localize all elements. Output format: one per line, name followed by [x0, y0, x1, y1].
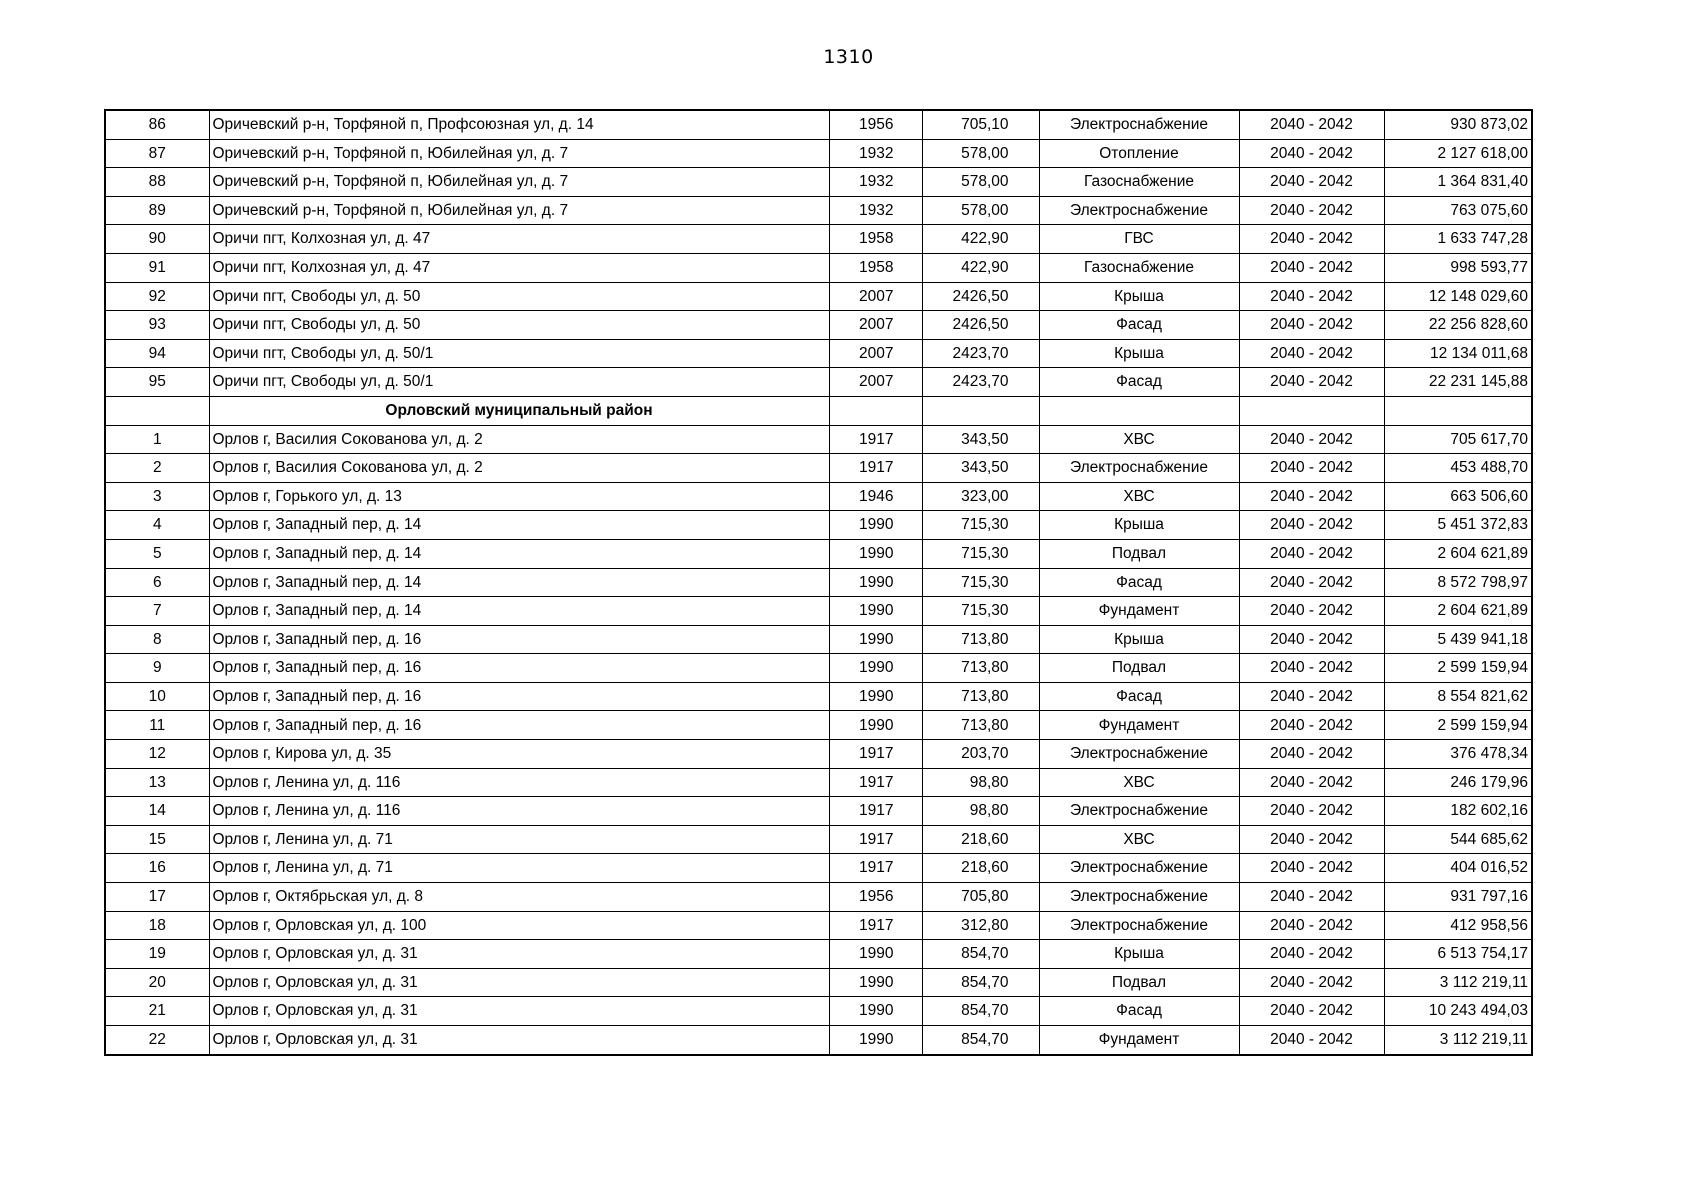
table-row: [105, 1026, 1532, 1055]
table-row: [105, 196, 1532, 225]
cell-area: 2426,50: [922, 311, 1039, 340]
cell-year: 2007: [829, 282, 922, 311]
section-header-row: [105, 396, 1532, 425]
cell-work-type: Подвал: [1039, 539, 1239, 568]
cell-address: Орлов г, Ленина ул, д. 116: [209, 768, 829, 797]
cell-period: 2040 - 2042: [1239, 682, 1384, 711]
cell-number: 9: [105, 654, 209, 683]
cell-area: 713,80: [922, 682, 1039, 711]
cell-area: 715,30: [922, 568, 1039, 597]
cell-area: 343,50: [922, 454, 1039, 483]
cell-year: 1917: [829, 911, 922, 940]
cell-area: 312,80: [922, 911, 1039, 940]
cell-cost: 5 451 372,83: [1384, 511, 1532, 540]
cell-address: Оричи пгт, Свободы ул, д. 50: [209, 311, 829, 340]
cell-area: 715,30: [922, 597, 1039, 626]
table-row: [105, 740, 1532, 769]
table-row: [105, 625, 1532, 654]
cell-year: 1990: [829, 940, 922, 969]
table-row: [105, 539, 1532, 568]
table-row: [105, 997, 1532, 1026]
cell-year: 1990: [829, 568, 922, 597]
cell-work-type: Фасад: [1039, 368, 1239, 397]
cell-period: 2040 - 2042: [1239, 110, 1384, 139]
cell-area: 715,30: [922, 511, 1039, 540]
cell-area: 422,90: [922, 225, 1039, 254]
cell-number: 95: [105, 368, 209, 397]
cell-work-type: Электроснабжение: [1039, 797, 1239, 826]
cell-year: 1917: [829, 825, 922, 854]
cell-work-type: ХВС: [1039, 425, 1239, 454]
cell-period: 2040 - 2042: [1239, 425, 1384, 454]
cell-period: 2040 - 2042: [1239, 196, 1384, 225]
cell-area: 578,00: [922, 139, 1039, 168]
cell-work-type: Фасад: [1039, 311, 1239, 340]
cell-area: 2423,70: [922, 368, 1039, 397]
cell-cost: 763 075,60: [1384, 196, 1532, 225]
cell-cost: 453 488,70: [1384, 454, 1532, 483]
cell-year: 1990: [829, 1026, 922, 1055]
cell-period: 2040 - 2042: [1239, 940, 1384, 969]
cell-address: Оричи пгт, Колхозная ул, д. 47: [209, 253, 829, 282]
cell-number: 1: [105, 425, 209, 454]
cell-period: 2040 - 2042: [1239, 911, 1384, 940]
cell-year: 1917: [829, 454, 922, 483]
page-number: 1310: [823, 46, 874, 68]
cell-period: 2040 - 2042: [1239, 253, 1384, 282]
cell-number: 12: [105, 740, 209, 769]
cell-number: 10: [105, 682, 209, 711]
cell-year: 1958: [829, 225, 922, 254]
cell-number: 17: [105, 883, 209, 912]
cell-work-type: Электроснабжение: [1039, 110, 1239, 139]
cell-number: 87: [105, 139, 209, 168]
cell-number: 20: [105, 968, 209, 997]
section-title: Орловский муниципальный район: [209, 396, 829, 425]
cell-number: 13: [105, 768, 209, 797]
cell-cost: 412 958,56: [1384, 911, 1532, 940]
cell-number: 22: [105, 1026, 209, 1055]
cell-area: 98,80: [922, 797, 1039, 826]
cell-period: 2040 - 2042: [1239, 482, 1384, 511]
cell-address: Орлов г, Ленина ул, д. 116: [209, 797, 829, 826]
cell-cost: 931 797,16: [1384, 883, 1532, 912]
cell-cost: 3 112 219,11: [1384, 968, 1532, 997]
cell-period: 2040 - 2042: [1239, 282, 1384, 311]
cell-area: 713,80: [922, 625, 1039, 654]
cell-period: 2040 - 2042: [1239, 225, 1384, 254]
cell-address: Орлов г, Западный пер, д. 14: [209, 511, 829, 540]
cell-period: 2040 - 2042: [1239, 139, 1384, 168]
cell-year: 1958: [829, 253, 922, 282]
cell-cost: 5 439 941,18: [1384, 625, 1532, 654]
cell-period: 2040 - 2042: [1239, 825, 1384, 854]
repair-schedule-table: [104, 109, 1533, 1056]
cell-cost: 998 593,77: [1384, 253, 1532, 282]
cell-work-type: Фундамент: [1039, 711, 1239, 740]
cell-area: 713,80: [922, 711, 1039, 740]
cell-area: 578,00: [922, 168, 1039, 197]
cell-cost: 22 256 828,60: [1384, 311, 1532, 340]
cell-area: [922, 396, 1039, 425]
cell-cost: 246 179,96: [1384, 768, 1532, 797]
cell-number: 88: [105, 168, 209, 197]
cell-cost: 8 554 821,62: [1384, 682, 1532, 711]
cell-cost: 2 127 618,00: [1384, 139, 1532, 168]
cell-work-type: Электроснабжение: [1039, 911, 1239, 940]
cell-year: 1956: [829, 883, 922, 912]
cell-number: 11: [105, 711, 209, 740]
cell-address: Орлов г, Западный пер, д. 14: [209, 539, 829, 568]
cell-period: 2040 - 2042: [1239, 997, 1384, 1026]
cell-area: 218,60: [922, 825, 1039, 854]
cell-cost: 3 112 219,11: [1384, 1026, 1532, 1055]
cell-work-type: Подвал: [1039, 968, 1239, 997]
table-row: [105, 368, 1532, 397]
cell-address: Оричи пгт, Свободы ул, д. 50/1: [209, 368, 829, 397]
cell-year: 1932: [829, 168, 922, 197]
cell-area: 854,70: [922, 1026, 1039, 1055]
cell-work-type: ХВС: [1039, 825, 1239, 854]
cell-work-type: Фундамент: [1039, 597, 1239, 626]
table-body: [105, 110, 1532, 1055]
cell-area: 2423,70: [922, 339, 1039, 368]
cell-number: 3: [105, 482, 209, 511]
cell-work-type: Подвал: [1039, 654, 1239, 683]
cell-period: 2040 - 2042: [1239, 768, 1384, 797]
table-row: [105, 968, 1532, 997]
cell-work-type: Электроснабжение: [1039, 854, 1239, 883]
cell-work-type: Крыша: [1039, 282, 1239, 311]
table-row: [105, 854, 1532, 883]
cell-number: 93: [105, 311, 209, 340]
cell-area: 218,60: [922, 854, 1039, 883]
cell-address: Оричевский р-н, Торфяной п, Профсоюзная ул, д. 14: [209, 110, 829, 139]
cell-year: 1990: [829, 682, 922, 711]
cell-area: 98,80: [922, 768, 1039, 797]
cell-work-type: Газоснабжение: [1039, 253, 1239, 282]
cell-period: 2040 - 2042: [1239, 740, 1384, 769]
cell-cost: 6 513 754,17: [1384, 940, 1532, 969]
cell-period: 2040 - 2042: [1239, 654, 1384, 683]
cell-cost: 22 231 145,88: [1384, 368, 1532, 397]
cell-address: Оричевский р-н, Торфяной п, Юбилейная ул, д. 7: [209, 196, 829, 225]
cell-area: 854,70: [922, 997, 1039, 1026]
cell-number: 91: [105, 253, 209, 282]
cell-work-type: Электроснабжение: [1039, 883, 1239, 912]
cell-year: 1956: [829, 110, 922, 139]
cell-period: 2040 - 2042: [1239, 539, 1384, 568]
cell-address: Орлов г, Орловская ул, д. 100: [209, 911, 829, 940]
cell-cost: 705 617,70: [1384, 425, 1532, 454]
cell-number: 5: [105, 539, 209, 568]
cell-work-type: Крыша: [1039, 940, 1239, 969]
cell-address: Орлов г, Орловская ул, д. 31: [209, 940, 829, 969]
cell-area: 705,10: [922, 110, 1039, 139]
cell-work-type: Газоснабжение: [1039, 168, 1239, 197]
cell-area: 713,80: [922, 654, 1039, 683]
cell-number: 92: [105, 282, 209, 311]
cell-year: 1990: [829, 654, 922, 683]
cell-period: 2040 - 2042: [1239, 511, 1384, 540]
cell-cost: 544 685,62: [1384, 825, 1532, 854]
cell-work-type: Электроснабжение: [1039, 196, 1239, 225]
cell-address: Оричи пгт, Свободы ул, д. 50: [209, 282, 829, 311]
cell-area: 715,30: [922, 539, 1039, 568]
cell-address: Оричевский р-н, Торфяной п, Юбилейная ул, д. 7: [209, 168, 829, 197]
table-row: [105, 482, 1532, 511]
table-row: [105, 425, 1532, 454]
cell-number: 2: [105, 454, 209, 483]
cell-work-type: ХВС: [1039, 768, 1239, 797]
cell-cost: 930 873,02: [1384, 110, 1532, 139]
cell-work-type: Фундамент: [1039, 1026, 1239, 1055]
cell-area: 323,00: [922, 482, 1039, 511]
table-row: [105, 110, 1532, 139]
cell-number: 21: [105, 997, 209, 1026]
table-row: [105, 311, 1532, 340]
cell-address: Орлов г, Орловская ул, д. 31: [209, 1026, 829, 1055]
cell-area: 343,50: [922, 425, 1039, 454]
table-row: [105, 454, 1532, 483]
cell-year: 1932: [829, 139, 922, 168]
cell-area: 854,70: [922, 940, 1039, 969]
cell-work-type: Крыша: [1039, 625, 1239, 654]
cell-year: 1946: [829, 482, 922, 511]
cell-work-type: Фасад: [1039, 682, 1239, 711]
cell-area: 705,80: [922, 883, 1039, 912]
cell-cost: 404 016,52: [1384, 854, 1532, 883]
cell-number: 6: [105, 568, 209, 597]
cell-address: Орлов г, Западный пер, д. 16: [209, 682, 829, 711]
cell-address: Орлов г, Василия Сокованова ул, д. 2: [209, 454, 829, 483]
cell-work-type: Фасад: [1039, 568, 1239, 597]
cell-period: 2040 - 2042: [1239, 168, 1384, 197]
cell-address: Орлов г, Западный пер, д. 14: [209, 597, 829, 626]
cell-year: 1917: [829, 768, 922, 797]
cell-number: [105, 396, 209, 425]
cell-number: 8: [105, 625, 209, 654]
cell-year: 1917: [829, 854, 922, 883]
cell-cost: 2 604 621,89: [1384, 597, 1532, 626]
cell-year: [829, 396, 922, 425]
cell-cost: 8 572 798,97: [1384, 568, 1532, 597]
cell-number: 90: [105, 225, 209, 254]
table-row: [105, 883, 1532, 912]
cell-address: Орлов г, Западный пер, д. 16: [209, 654, 829, 683]
cell-work-type: Электроснабжение: [1039, 740, 1239, 769]
cell-cost: 1 364 831,40: [1384, 168, 1532, 197]
cell-address: Орлов г, Октябрьская ул, д. 8: [209, 883, 829, 912]
cell-cost: 12 148 029,60: [1384, 282, 1532, 311]
table-row: [105, 225, 1532, 254]
cell-year: 1990: [829, 539, 922, 568]
cell-address: Орлов г, Горького ул, д. 13: [209, 482, 829, 511]
cell-period: 2040 - 2042: [1239, 625, 1384, 654]
cell-address: Оричи пгт, Свободы ул, д. 50/1: [209, 339, 829, 368]
cell-area: 854,70: [922, 968, 1039, 997]
cell-address: Орлов г, Орловская ул, д. 31: [209, 968, 829, 997]
cell-number: 94: [105, 339, 209, 368]
cell-work-type: Электроснабжение: [1039, 454, 1239, 483]
table-row: [105, 568, 1532, 597]
cell-address: Оричевский р-н, Торфяной п, Юбилейная ул, д. 7: [209, 139, 829, 168]
table-row: [105, 511, 1532, 540]
cell-address: Орлов г, Ленина ул, д. 71: [209, 854, 829, 883]
table-row: [105, 282, 1532, 311]
cell-period: 2040 - 2042: [1239, 1026, 1384, 1055]
cell-year: 1990: [829, 711, 922, 740]
table-row: [105, 682, 1532, 711]
table-row: [105, 768, 1532, 797]
cell-area: 203,70: [922, 740, 1039, 769]
cell-number: 86: [105, 110, 209, 139]
cell-work-type: ГВС: [1039, 225, 1239, 254]
cell-year: 1990: [829, 997, 922, 1026]
table-row: [105, 253, 1532, 282]
cell-cost: 2 604 621,89: [1384, 539, 1532, 568]
table-row: [105, 597, 1532, 626]
cell-cost: 12 134 011,68: [1384, 339, 1532, 368]
cell-year: 1932: [829, 196, 922, 225]
cell-address: Орлов г, Западный пер, д. 16: [209, 625, 829, 654]
cell-period: 2040 - 2042: [1239, 968, 1384, 997]
cell-year: 2007: [829, 339, 922, 368]
cell-period: [1239, 396, 1384, 425]
cell-period: 2040 - 2042: [1239, 797, 1384, 826]
cell-year: 1990: [829, 625, 922, 654]
cell-period: 2040 - 2042: [1239, 368, 1384, 397]
cell-cost: 663 506,60: [1384, 482, 1532, 511]
cell-work-type: [1039, 396, 1239, 425]
cell-number: 89: [105, 196, 209, 225]
cell-cost: 182 602,16: [1384, 797, 1532, 826]
cell-area: 578,00: [922, 196, 1039, 225]
cell-number: 4: [105, 511, 209, 540]
cell-address: Оричи пгт, Колхозная ул, д. 47: [209, 225, 829, 254]
cell-period: 2040 - 2042: [1239, 454, 1384, 483]
cell-work-type: Крыша: [1039, 339, 1239, 368]
cell-address: Орлов г, Василия Сокованова ул, д. 2: [209, 425, 829, 454]
cell-year: 1990: [829, 597, 922, 626]
cell-address: Орлов г, Западный пер, д. 14: [209, 568, 829, 597]
cell-cost: 1 633 747,28: [1384, 225, 1532, 254]
cell-period: 2040 - 2042: [1239, 854, 1384, 883]
table-row: [105, 911, 1532, 940]
cell-period: 2040 - 2042: [1239, 311, 1384, 340]
cell-work-type: Отопление: [1039, 139, 1239, 168]
cell-year: 1917: [829, 740, 922, 769]
cell-cost: [1384, 396, 1532, 425]
cell-cost: 2 599 159,94: [1384, 711, 1532, 740]
cell-work-type: ХВС: [1039, 482, 1239, 511]
cell-number: 15: [105, 825, 209, 854]
cell-work-type: Фасад: [1039, 997, 1239, 1026]
cell-year: 1990: [829, 968, 922, 997]
cell-year: 2007: [829, 368, 922, 397]
cell-period: 2040 - 2042: [1239, 339, 1384, 368]
cell-year: 2007: [829, 311, 922, 340]
cell-cost: 10 243 494,03: [1384, 997, 1532, 1026]
table-row: [105, 339, 1532, 368]
cell-year: 1990: [829, 511, 922, 540]
cell-cost: 2 599 159,94: [1384, 654, 1532, 683]
table-row: [105, 940, 1532, 969]
cell-number: 7: [105, 597, 209, 626]
cell-year: 1917: [829, 425, 922, 454]
table-row: [105, 654, 1532, 683]
table-row: [105, 711, 1532, 740]
cell-area: 2426,50: [922, 282, 1039, 311]
table-row: [105, 825, 1532, 854]
cell-address: Орлов г, Кирова ул, д. 35: [209, 740, 829, 769]
cell-number: 19: [105, 940, 209, 969]
table-row: [105, 168, 1532, 197]
cell-period: 2040 - 2042: [1239, 568, 1384, 597]
cell-address: Орлов г, Западный пер, д. 16: [209, 711, 829, 740]
cell-number: 16: [105, 854, 209, 883]
cell-address: Орлов г, Орловская ул, д. 31: [209, 997, 829, 1026]
cell-address: Орлов г, Ленина ул, д. 71: [209, 825, 829, 854]
cell-period: 2040 - 2042: [1239, 711, 1384, 740]
cell-cost: 376 478,34: [1384, 740, 1532, 769]
cell-work-type: Крыша: [1039, 511, 1239, 540]
cell-area: 422,90: [922, 253, 1039, 282]
cell-number: 14: [105, 797, 209, 826]
cell-year: 1917: [829, 797, 922, 826]
cell-period: 2040 - 2042: [1239, 597, 1384, 626]
table-row: [105, 139, 1532, 168]
table-row: [105, 797, 1532, 826]
cell-period: 2040 - 2042: [1239, 883, 1384, 912]
cell-number: 18: [105, 911, 209, 940]
